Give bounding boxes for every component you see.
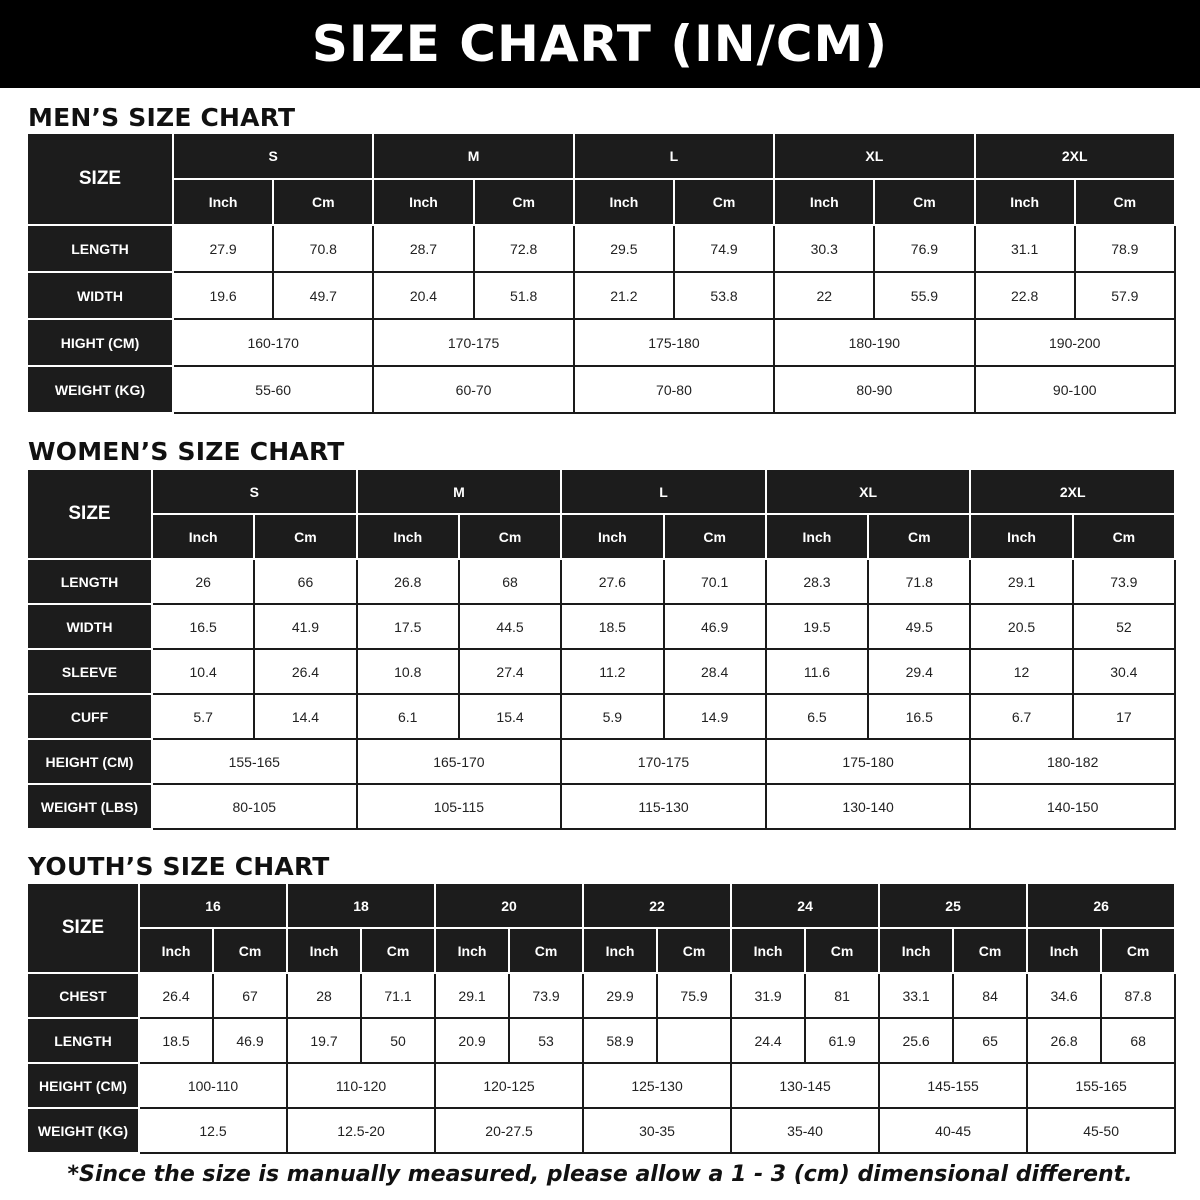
table-cell: 12.5	[139, 1108, 287, 1153]
table-cell: 65	[953, 1018, 1027, 1063]
size-header-l: L	[561, 469, 766, 514]
table-cell: 10.4	[152, 649, 254, 694]
row-label: CUFF	[27, 694, 152, 739]
size-header-2xl: 2XL	[970, 469, 1175, 514]
row-label: SLEEVE	[27, 649, 152, 694]
unit-header-inch: Inch	[970, 514, 1072, 559]
men-section-title: MEN’S SIZE CHART	[28, 103, 296, 132]
table-cell: 30.4	[1073, 649, 1175, 694]
table-cell: 57.9	[1075, 272, 1175, 319]
table-cell: 175-180	[766, 739, 971, 784]
size-header-s: S	[152, 469, 357, 514]
table-cell: 180-182	[970, 739, 1175, 784]
table-cell: 130-140	[766, 784, 971, 829]
unit-header-cm: Cm	[874, 179, 974, 225]
table-cell: 115-130	[561, 784, 766, 829]
table-cell: 90-100	[975, 366, 1175, 413]
table-cell: 18.5	[139, 1018, 213, 1063]
size-header-row	[27, 133, 1175, 179]
table-cell: 25.6	[879, 1018, 953, 1063]
unit-header-cm: Cm	[868, 514, 970, 559]
unit-header-inch: Inch	[152, 514, 254, 559]
size-header-26: 26	[1027, 883, 1175, 928]
table-cell: 31.1	[975, 225, 1075, 272]
table-cell: 19.5	[766, 604, 868, 649]
size-header-s: S	[173, 133, 373, 179]
row-label: HEIGHT (CM)	[27, 739, 152, 784]
table-cell: 160-170	[173, 319, 373, 366]
size-column-header: SIZE	[27, 883, 139, 973]
table-cell: 27.6	[561, 559, 663, 604]
table-cell: 26	[152, 559, 254, 604]
table-cell: 190-200	[975, 319, 1175, 366]
unit-header-cm: Cm	[674, 179, 774, 225]
table-cell: 81	[805, 973, 879, 1018]
table-row	[27, 604, 1175, 649]
row-label: LENGTH	[27, 1018, 139, 1063]
table-cell: 29.1	[435, 973, 509, 1018]
table-cell: 67	[213, 973, 287, 1018]
unit-header-row	[27, 928, 1175, 973]
unit-header-inch: Inch	[583, 928, 657, 973]
table-cell: 6.7	[970, 694, 1072, 739]
table-cell: 5.7	[152, 694, 254, 739]
size-header-20: 20	[435, 883, 583, 928]
table-cell: 49.7	[273, 272, 373, 319]
unit-header-inch: Inch	[1027, 928, 1101, 973]
unit-header-cm: Cm	[1101, 928, 1175, 973]
row-label: CHEST	[27, 973, 139, 1018]
table-cell: 45-50	[1027, 1108, 1175, 1153]
unit-header-cm: Cm	[657, 928, 731, 973]
table-cell: 28.3	[766, 559, 868, 604]
table-cell: 26.8	[1027, 1018, 1101, 1063]
table-cell: 120-125	[435, 1063, 583, 1108]
women-section-title: WOMEN’S SIZE CHART	[28, 437, 345, 466]
size-header-18: 18	[287, 883, 435, 928]
table-cell: 14.4	[254, 694, 356, 739]
table-cell: 130-145	[731, 1063, 879, 1108]
size-header-l: L	[574, 133, 774, 179]
row-label: LENGTH	[27, 559, 152, 604]
table-cell: 155-165	[1027, 1063, 1175, 1108]
table-cell: 12.5-20	[287, 1108, 435, 1153]
unit-header-cm: Cm	[1073, 514, 1175, 559]
size-header-row	[27, 469, 1175, 514]
unit-header-cm: Cm	[805, 928, 879, 973]
size-header-24: 24	[731, 883, 879, 928]
table-cell: 11.6	[766, 649, 868, 694]
table-cell: 68	[1101, 1018, 1175, 1063]
unit-header-inch: Inch	[287, 928, 361, 973]
table-cell: 20.4	[373, 272, 473, 319]
size-header-22: 22	[583, 883, 731, 928]
table-cell: 19.6	[173, 272, 273, 319]
table-cell: 80-90	[774, 366, 974, 413]
table-cell: 60-70	[373, 366, 573, 413]
table-row	[27, 973, 1175, 1018]
unit-header-inch: Inch	[139, 928, 213, 973]
table-cell: 55-60	[173, 366, 373, 413]
youth-section-title: YOUTH’S SIZE CHART	[28, 852, 330, 881]
unit-header-cm: Cm	[953, 928, 1027, 973]
unit-header-cm: Cm	[254, 514, 356, 559]
unit-header-inch: Inch	[357, 514, 459, 559]
unit-header-cm: Cm	[474, 179, 574, 225]
table-cell: 17	[1073, 694, 1175, 739]
size-header-m: M	[357, 469, 562, 514]
table-cell: 29.9	[583, 973, 657, 1018]
row-label: WIDTH	[27, 604, 152, 649]
size-column-header: SIZE	[27, 469, 152, 559]
table-cell: 27.4	[459, 649, 561, 694]
unit-header-inch: Inch	[774, 179, 874, 225]
table-cell: 80-105	[152, 784, 357, 829]
table-cell: 155-165	[152, 739, 357, 784]
unit-header-cm: Cm	[213, 928, 287, 973]
row-label: HEIGHT (CM)	[27, 1063, 139, 1108]
table-cell: 53	[509, 1018, 583, 1063]
table-cell: 105-115	[357, 784, 562, 829]
unit-header-cm: Cm	[361, 928, 435, 973]
table-cell: 35-40	[731, 1108, 879, 1153]
table-cell: 51.8	[474, 272, 574, 319]
table-cell: 180-190	[774, 319, 974, 366]
table-row	[27, 272, 1175, 319]
size-header-16: 16	[139, 883, 287, 928]
table-cell: 20.9	[435, 1018, 509, 1063]
table-cell: 28	[287, 973, 361, 1018]
table-cell: 75.9	[657, 973, 731, 1018]
table-cell: 24.4	[731, 1018, 805, 1063]
table-cell: 71.1	[361, 973, 435, 1018]
table-cell: 49.5	[868, 604, 970, 649]
table-cell: 55.9	[874, 272, 974, 319]
size-header-xl: XL	[774, 133, 974, 179]
table-cell: 16.5	[152, 604, 254, 649]
table-row	[27, 366, 1175, 413]
table-cell	[657, 1018, 731, 1063]
table-cell: 26.8	[357, 559, 459, 604]
table-row	[27, 319, 1175, 366]
size-column-header: SIZE	[27, 133, 173, 225]
table-cell: 110-120	[287, 1063, 435, 1108]
table-cell: 73.9	[1073, 559, 1175, 604]
table-cell: 28.4	[664, 649, 766, 694]
table-cell: 33.1	[879, 973, 953, 1018]
table-cell: 71.8	[868, 559, 970, 604]
table-cell: 16.5	[868, 694, 970, 739]
table-row	[27, 694, 1175, 739]
table-cell: 66	[254, 559, 356, 604]
table-cell: 84	[953, 973, 1027, 1018]
table-cell: 87.8	[1101, 973, 1175, 1018]
unit-header-inch: Inch	[173, 179, 273, 225]
table-cell: 145-155	[879, 1063, 1027, 1108]
size-header-xl: XL	[766, 469, 971, 514]
table-cell: 21.2	[574, 272, 674, 319]
unit-header-cm: Cm	[509, 928, 583, 973]
unit-header-cm: Cm	[273, 179, 373, 225]
measurement-footnote: *Since the size is manually measured, please allow a 1 - 3 (cm) dimensional different.	[67, 1162, 1133, 1187]
table-row	[27, 225, 1175, 272]
table-cell: 19.7	[287, 1018, 361, 1063]
row-label: LENGTH	[27, 225, 173, 272]
table-cell: 53.8	[674, 272, 774, 319]
table-cell: 70-80	[574, 366, 774, 413]
table-row	[27, 559, 1175, 604]
table-cell: 78.9	[1075, 225, 1175, 272]
table-cell: 22.8	[975, 272, 1075, 319]
table-cell: 27.9	[173, 225, 273, 272]
table-cell: 14.9	[664, 694, 766, 739]
table-cell: 29.4	[868, 649, 970, 694]
table-cell: 29.5	[574, 225, 674, 272]
table-cell: 26.4	[139, 973, 213, 1018]
table-cell: 46.9	[213, 1018, 287, 1063]
size-header-row	[27, 883, 1175, 928]
table-cell: 46.9	[664, 604, 766, 649]
unit-header-inch: Inch	[766, 514, 868, 559]
table-cell: 34.6	[1027, 973, 1101, 1018]
table-cell: 10.8	[357, 649, 459, 694]
table-cell: 28.7	[373, 225, 473, 272]
unit-header-inch: Inch	[435, 928, 509, 973]
table-cell: 29.1	[970, 559, 1072, 604]
unit-header-inch: Inch	[561, 514, 663, 559]
unit-header-row	[27, 514, 1175, 559]
table-cell: 50	[361, 1018, 435, 1063]
row-label: WEIGHT (LBS)	[27, 784, 152, 829]
row-label: WEIGHT (KG)	[27, 366, 173, 413]
table-cell: 76.9	[874, 225, 974, 272]
table-cell: 6.1	[357, 694, 459, 739]
table-row	[27, 1063, 1175, 1108]
table-cell: 73.9	[509, 973, 583, 1018]
table-cell: 165-170	[357, 739, 562, 784]
row-label: HIGHT (CM)	[27, 319, 173, 366]
table-cell: 41.9	[254, 604, 356, 649]
table-cell: 52	[1073, 604, 1175, 649]
women-size-table	[26, 468, 1176, 830]
unit-header-inch: Inch	[574, 179, 674, 225]
table-cell: 44.5	[459, 604, 561, 649]
page-title: SIZE CHART (IN/CM)	[311, 15, 889, 73]
unit-header-cm: Cm	[1075, 179, 1175, 225]
row-label: WEIGHT (KG)	[27, 1108, 139, 1153]
size-header-2xl: 2XL	[975, 133, 1175, 179]
table-cell: 68	[459, 559, 561, 604]
table-cell: 30-35	[583, 1108, 731, 1153]
unit-header-inch: Inch	[731, 928, 805, 973]
table-cell: 74.9	[674, 225, 774, 272]
table-cell: 175-180	[574, 319, 774, 366]
table-cell: 5.9	[561, 694, 663, 739]
table-cell: 22	[774, 272, 874, 319]
size-header-25: 25	[879, 883, 1027, 928]
table-cell: 15.4	[459, 694, 561, 739]
youth-size-table	[26, 882, 1176, 1154]
table-cell: 70.8	[273, 225, 373, 272]
page-banner	[0, 0, 1200, 88]
table-cell: 40-45	[879, 1108, 1027, 1153]
table-cell: 20-27.5	[435, 1108, 583, 1153]
table-cell: 61.9	[805, 1018, 879, 1063]
table-cell: 170-175	[561, 739, 766, 784]
table-cell: 100-110	[139, 1063, 287, 1108]
table-cell: 18.5	[561, 604, 663, 649]
table-cell: 170-175	[373, 319, 573, 366]
table-cell: 12	[970, 649, 1072, 694]
table-cell: 20.5	[970, 604, 1072, 649]
table-cell: 11.2	[561, 649, 663, 694]
table-row	[27, 784, 1175, 829]
unit-header-inch: Inch	[879, 928, 953, 973]
row-label: WIDTH	[27, 272, 173, 319]
unit-header-inch: Inch	[373, 179, 473, 225]
table-cell: 17.5	[357, 604, 459, 649]
table-row	[27, 1018, 1175, 1063]
table-cell: 125-130	[583, 1063, 731, 1108]
unit-header-inch: Inch	[975, 179, 1075, 225]
table-cell: 58.9	[583, 1018, 657, 1063]
table-cell: 31.9	[731, 973, 805, 1018]
table-cell: 6.5	[766, 694, 868, 739]
unit-header-cm: Cm	[459, 514, 561, 559]
size-header-m: M	[373, 133, 573, 179]
table-row	[27, 739, 1175, 784]
table-row	[27, 1108, 1175, 1153]
table-cell: 140-150	[970, 784, 1175, 829]
table-cell: 72.8	[474, 225, 574, 272]
men-size-table	[26, 132, 1176, 414]
unit-header-cm: Cm	[664, 514, 766, 559]
table-cell: 26.4	[254, 649, 356, 694]
unit-header-row	[27, 179, 1175, 225]
table-row	[27, 649, 1175, 694]
table-cell: 70.1	[664, 559, 766, 604]
table-cell: 30.3	[774, 225, 874, 272]
